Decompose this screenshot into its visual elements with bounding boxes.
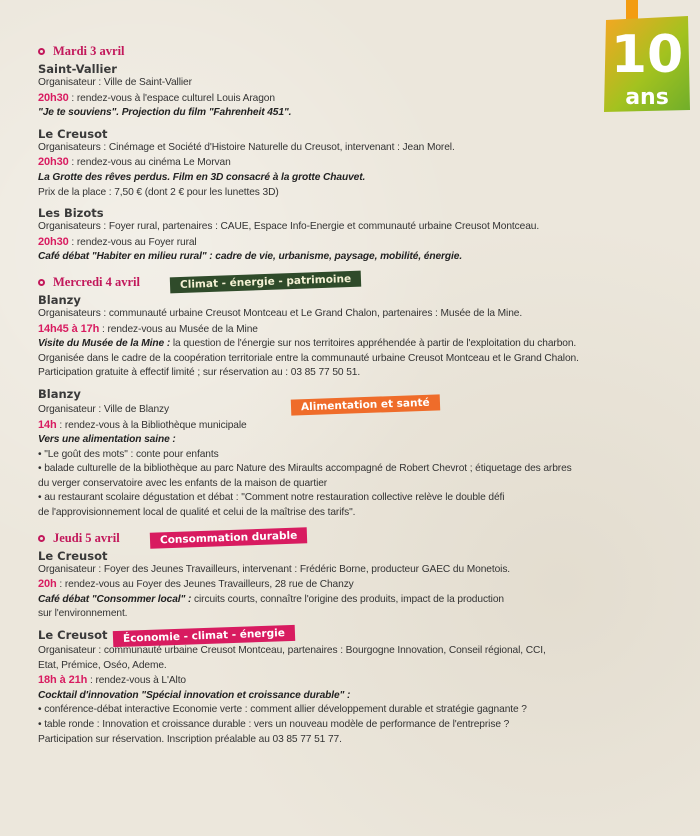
event-line (38, 91, 678, 107)
event-text: • balade culturelle de la bibliothèque au parc Nature des Miraults accompagné de Robert Chevrot ; étiquetage des arbres (38, 463, 572, 475)
event-text: : rendez-vous au Musée de la Mine (99, 323, 258, 335)
event-line (38, 593, 678, 608)
event-item (38, 127, 678, 200)
event-time: 18h à 21h (38, 674, 88, 687)
event-item (38, 549, 678, 622)
event-title: "Je te souviens". Projection du film "Fahrenheit 451". (38, 107, 292, 119)
event-line (38, 433, 678, 448)
day-heading (38, 531, 678, 546)
event-line (38, 322, 678, 338)
day-label: Mercredi 4 avril (53, 274, 141, 289)
event-text: Organisateurs : Foyer rural, partenaires : CAUE, Espace Info-Energie et communauté urbaine Creusot Montceau. (38, 221, 540, 233)
event-line (38, 659, 678, 674)
event-text: Organisée dans le cadre de la coopération territoriale entre la communauté urbaine Creusot Montceau et le Grand Chalon. (38, 352, 579, 364)
place-label: Le Creusot (38, 628, 108, 643)
event-line (38, 352, 678, 367)
theme-tag: Climat - énergie - patrimoine (170, 271, 362, 294)
day-heading (38, 275, 678, 290)
event-line (38, 250, 678, 265)
event-line (38, 718, 678, 733)
badge-word: ans (625, 85, 669, 110)
bullet-icon (38, 535, 45, 542)
event-line (38, 448, 678, 463)
theme-tag: Économie - climat - énergie (113, 625, 295, 647)
event-line (38, 418, 678, 434)
event-place (38, 127, 678, 141)
event-text: Organisateur : Ville de Saint-Vallier (38, 77, 192, 88)
place-label: Les Bizots (38, 206, 104, 221)
event-title: Café débat "Consommer local" : (38, 593, 192, 605)
event-item (38, 293, 678, 381)
event-place (38, 206, 678, 220)
event-line (38, 477, 678, 492)
event-text: sur l'environnement. (38, 608, 128, 620)
day-section (38, 44, 678, 265)
event-line (38, 673, 678, 689)
event-text: du verger conservatoire avec les enfants de la maison de quartier (38, 477, 328, 489)
bullet-icon (38, 48, 45, 55)
event-text: : rendez-vous au Foyer rural (68, 236, 197, 248)
event-line (38, 733, 678, 748)
event-text: Prix de la place : 7,50 € (dont 2 € pour les lunettes 3D) (38, 186, 279, 198)
event-title: Café débat "Habiter en milieu rural" : cadre de vie, urbanisme, paysage, mobilité, énergie. (38, 251, 463, 263)
event-time: 20h30 (38, 156, 69, 169)
event-line (38, 703, 678, 718)
event-line (38, 607, 678, 622)
event-line (38, 186, 678, 201)
event-text: : rendez-vous à l'espace culturel Louis Aragon (68, 92, 275, 104)
place-label: Saint-Vallier (38, 62, 117, 76)
place-label: Blanzy (38, 386, 81, 401)
day-section (38, 275, 678, 521)
event-line (38, 220, 678, 235)
event-title: Vers une alimentation saine : (38, 434, 176, 446)
event-text: Organisateur : communauté urbaine Creusot Montceau, partenaires : Bourgogne Innovation, Conseil régional, CCI, (38, 645, 546, 657)
event-text: • "Le goût des mots" : conte pour enfants (38, 448, 219, 460)
event-time: 20h30 (38, 235, 69, 248)
event-time: 14h45 à 17h (38, 322, 100, 335)
event-text: • conférence-débat interactive Economie verte : comment allier développement durable et stratégie gagnante ? (38, 704, 527, 716)
place-label: Le Creusot (38, 126, 108, 141)
event-line (38, 577, 678, 593)
event-line (38, 106, 678, 121)
event-line (38, 235, 678, 251)
event-item (38, 628, 678, 747)
event-text: • au restaurant scolaire dégustation et débat : "Comment notre restauration collective relève le double défi (38, 492, 505, 504)
event-text: Organisateur : Ville de Blanzy (38, 403, 170, 415)
event-line (38, 155, 678, 171)
event-line (38, 462, 678, 477)
event-title: Cocktail d'innovation "Spécial innovation et croissance durable" : (38, 689, 351, 701)
event-line (38, 491, 678, 506)
event-line (38, 689, 678, 704)
event-item (38, 387, 678, 521)
event-place (38, 62, 678, 76)
event-place (38, 628, 678, 644)
event-title: Visite du Musée de la Mine : (38, 338, 171, 350)
event-line (38, 563, 678, 578)
event-text: circuits courts, connaître l'origine des produits, impact de la production (191, 593, 504, 605)
event-item (38, 206, 678, 265)
event-line (38, 506, 678, 521)
theme-tag: Alimentation et santé (291, 394, 440, 415)
event-line (38, 366, 678, 381)
event-line (38, 337, 678, 352)
event-item (38, 62, 678, 121)
event-time: 14h (38, 418, 57, 431)
event-text: de l'approvisionnement local de qualité et celui de la maîtrise des tarifs". (38, 507, 356, 519)
place-label: Le Creusot (38, 548, 108, 563)
event-text: : rendez-vous à la Bibliothèque municipale (56, 419, 247, 431)
event-time: 20h (38, 578, 57, 591)
event-text: la question de l'énergie sur nos territoires appréhendée à partir de l'exploitation du charbon. (170, 338, 577, 350)
event-text: Participation sur réservation. Inscription préalable au 03 85 77 51 77. (38, 733, 342, 745)
theme-tag: Consommation durable (149, 527, 307, 548)
event-text: Organisateur : Foyer des Jeunes Travailleurs, intervenant : Frédéric Borne, producteur GAEC du Monetois. (38, 563, 511, 575)
event-text: Organisateurs : communauté urbaine Creusot Montceau et Le Grand Chalon, partenaires : Musée de la Mine. (38, 307, 523, 319)
event-text: : rendez-vous au cinéma Le Morvan (68, 157, 231, 169)
event-text: : rendez-vous au Foyer des Jeunes Travailleurs, 28 rue de Chanzy (56, 579, 354, 591)
event-text: : rendez-vous à L'Alto (87, 675, 186, 687)
event-text: Etat, Prémice, Oséo, Ademe. (38, 659, 167, 671)
event-line (38, 76, 678, 91)
event-line (38, 171, 678, 186)
day-label: Jeudi 5 avril (53, 530, 120, 545)
program-list (38, 44, 678, 753)
event-line (38, 307, 678, 322)
event-text: Organisateurs : Cinémage et Société d'Histoire Naturelle du Creusot, intervenant : Jean Morel. (38, 141, 455, 153)
place-label: Blanzy (38, 292, 81, 307)
event-title: La Grotte des rêves perdus. Film en 3D consacré à la grotte Chauvet. (38, 171, 366, 183)
event-time: 20h30 (38, 91, 69, 104)
event-place (38, 549, 678, 563)
bullet-icon (38, 279, 45, 286)
event-line (38, 141, 678, 156)
day-label: Mardi 3 avril (53, 44, 125, 58)
event-text: Participation gratuite à effectif limité ; sur réservation au : 03 85 77 50 51. (38, 367, 361, 379)
day-heading (38, 44, 678, 59)
event-text: • table ronde : Innovation et croissance durable : vers un nouveau modèle de performance de l'entreprise ? (38, 719, 510, 730)
badge-number: 10 (610, 25, 684, 85)
event-place (38, 293, 678, 307)
day-section (38, 531, 678, 748)
